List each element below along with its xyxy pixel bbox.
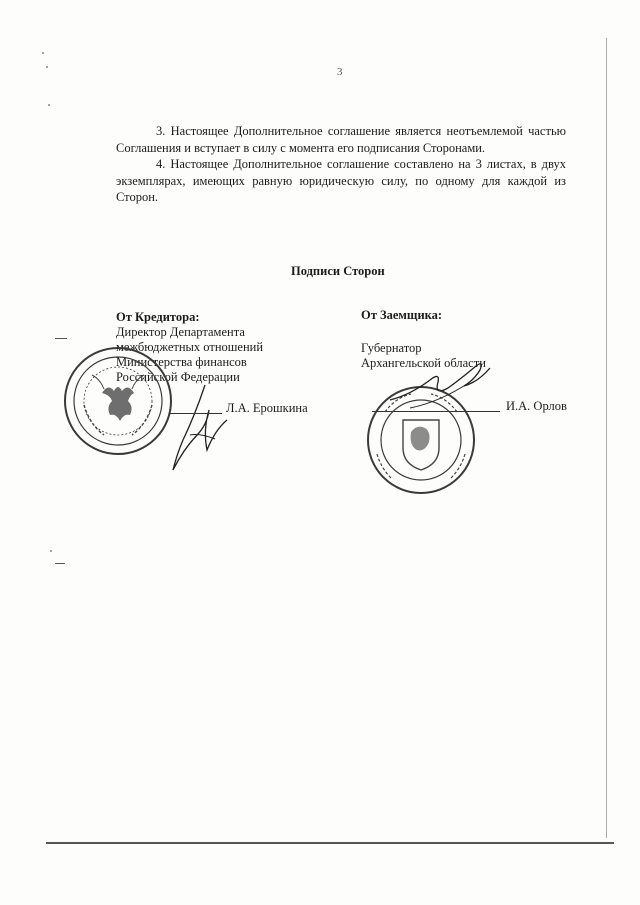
creditor-seal-stamp [62,345,174,457]
scan-dot [48,104,50,106]
signatures-heading: Подписи Сторон [291,264,385,278]
creditor-signature-line [170,413,222,414]
creditor-position-line: Российской Федерации [116,370,240,384]
borrower-signatory-name: И.А. Орлов [506,399,567,413]
creditor-position-line: межбюджетных отношений [116,340,264,354]
scan-dot [46,66,48,68]
creditor-label: От Кредитора: [116,310,200,324]
creditor-signatory-name: Л.А. Ерошкина [226,401,308,415]
scan-dot [42,52,44,54]
scan-mark [55,338,67,339]
scan-mark [55,563,65,564]
page-number: 3 [337,66,343,78]
creditor-signature [160,380,250,480]
footer-rule [46,842,614,844]
borrower-position-line: Губернатор [361,341,422,355]
creditor-position-line: Министерства финансов [116,355,247,369]
borrower-signature-line [372,411,500,412]
creditor-position-line: Директор Департамента [116,325,245,339]
paragraph-3: 3. Настоящее Дополнительное соглашение является неотъемлемой частью Соглашения и вступает в силу с момента его подписания Сторонами. [116,124,566,155]
scan-dot [50,550,52,552]
borrower-position-line: Архангельской области [361,356,486,370]
scan-page-edge [606,38,607,838]
paragraph-4: 4. Настоящее Дополнительное соглашение составлено на 3 листах, в двух экземплярах, имеющих равную юридическую силу, по одному для каждой из Сторон. [116,157,566,204]
borrower-label: От Заемщика: [361,308,443,322]
